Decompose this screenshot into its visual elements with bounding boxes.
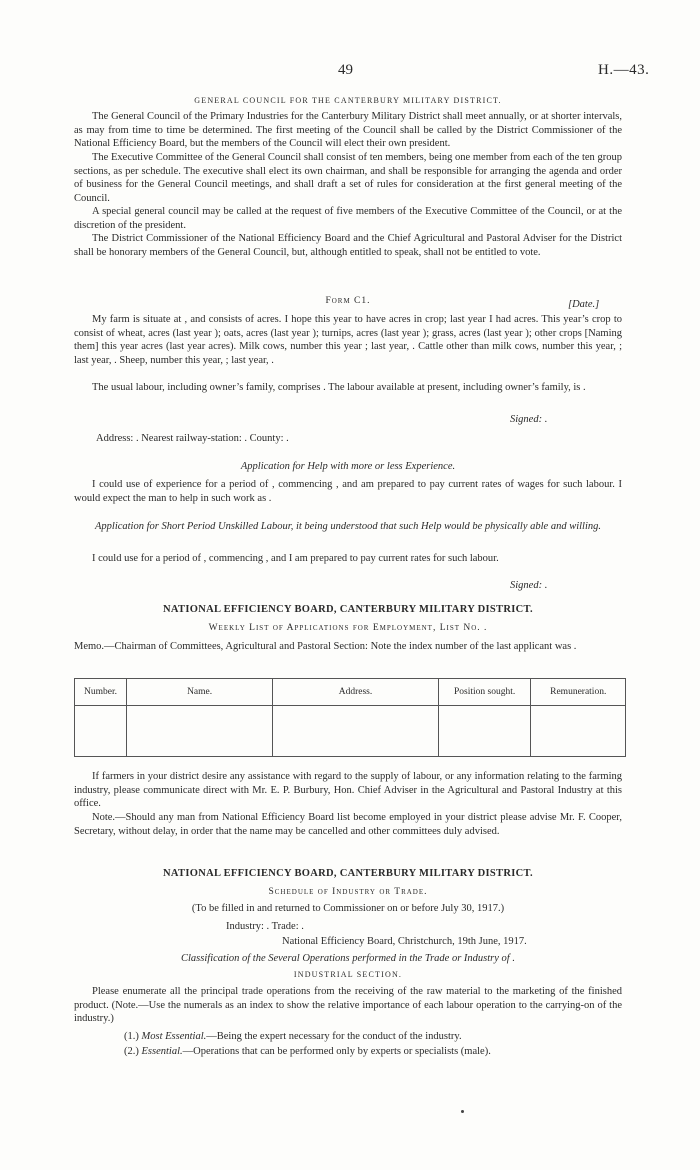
form-c1-title: Form C1.	[325, 296, 371, 306]
industrial-section-heading: INDUSTRIAL SECTION.	[293, 970, 403, 979]
page-number: 49	[338, 62, 353, 78]
table-header-row	[75, 679, 626, 706]
classification-heading: Classification of the Several Operations performed in the Trade or Industry of .	[181, 953, 515, 964]
column-address: Address.	[273, 679, 438, 706]
short-period-heading: Application for Short Period Unskilled Labour, it being understood that such Help would be physically able and willing.	[94, 521, 601, 532]
item-2-term: Essential.	[141, 1046, 183, 1057]
short-period-paragraph: I could use for a period of , commencing , and I am prepared to pay current rates for such labour.	[92, 553, 499, 564]
item-essential	[124, 1045, 644, 1059]
signature-line: Signed: .	[510, 414, 548, 425]
weekly-list-subheading: Weekly List of Applications for Employment, List No. .	[208, 623, 488, 633]
applications-table	[74, 678, 626, 757]
schedule-subheading: Schedule of Industry or Trade.	[268, 887, 428, 897]
place-date-line: National Efficiency Board, Christchurch, 19th June, 1917.	[282, 936, 527, 947]
schedule-instruction: (To be filled in and returned to Commissioner on or before July 30, 1917.)	[191, 903, 505, 914]
table-cell	[126, 706, 272, 757]
labour-paragraph: The usual labour, including owner’s family, comprises . The labour available at present, including owner’s family, is .	[92, 382, 586, 393]
enumerate-paragraph: Please enumerate all the principal trade operations from the receiving of the raw material to the marketing of the finished product. (Note.—Use the numerals as an index to show the relative importance of each labour operation to the carrying-on of the industry.)	[74, 986, 622, 1025]
council-paragraph-1: The General Council of the Primary Industries for the Canterbury Military District shall meet annually, or at shorter intervals, as may from time to time be determined. The first meeting of the Council shall be called by the District Commissioner of the National Efficiency Board, but the members of the Council will elect their own president.	[74, 111, 622, 150]
council-paragraph-2: The Executive Committee of the General Council shall consist of ten members, being one member from each of the ten group sections, as per schedule. The executive shall elect its own chairman, and shall be responsible for arranging the agenda and order of business for the General Council meetings, and shall draft a set of rules for consideration at the first general meeting of the Council.	[74, 152, 622, 204]
table-row	[75, 706, 626, 757]
table-cell	[531, 706, 626, 757]
item-2-text: —Operations that can be performed only by experts or specialists (male).	[182, 1046, 491, 1057]
table-cell	[438, 706, 531, 757]
memo-paragraph: Memo.—Chairman of Committees, Agricultural and Pastoral Section: Note the index number of the last applicant was .	[74, 641, 577, 652]
short-period-signature: Signed: .	[510, 580, 548, 591]
council-paragraph-3: A special general council may be called at the request of five members of the Executive Committee of the Council, or at the discretion of the president.	[74, 206, 622, 231]
help-application-paragraph: I could use of experience for a period of , commencing , and am prepared to pay current rates of wages for such labour. I would expect the man to help in such work as .	[74, 479, 622, 504]
farm-details-paragraph: My farm is situate at , and consists of acres. I hope this year to have acres in crop; last year I had acres. This year’s crop to consist of wheat, acres (last year ); oats, acres (last year ); turnips, acres (last year ); grass, acres (last year ); other crops [Naming them] this year acres (last year acres). Milk cows, number this year ; last year, . Cattle other than milk cows, number this year, ; last year, . Sheep, number this year, ; last year, .	[74, 314, 622, 366]
table-cell	[75, 706, 127, 757]
form-date-placeholder: [Date.]	[568, 299, 600, 310]
column-position-sought: Position sought.	[438, 679, 531, 706]
item-1-term: Most Essential.	[141, 1031, 207, 1042]
column-name: Name.	[126, 679, 272, 706]
schedule-board-heading: NATIONAL EFFICIENCY BOARD, CANTERBURY MILITARY DISTRICT.	[163, 868, 533, 879]
council-paragraph-4: The District Commissioner of the National Efficiency Board and the Chief Agricultural and Pastoral Adviser for the District shall be honorary members of the General Council, but, although entitled to speak, shall not be entitled to vote.	[74, 233, 622, 258]
farmers-assistance-paragraph: If farmers in your district desire any assistance with regard to the supply of labour, or any information relating to the farming industry, please communicate direct with Mr. E. P. Burbury, Hon. Chief Adviser in the Agricultural and Pastoral Industry at this office.	[74, 771, 622, 810]
item-most-essential	[124, 1030, 624, 1044]
item-1-text: —Being the expert necessary for the conduct of the industry.	[206, 1031, 462, 1042]
address-line: Address: . Nearest railway-station: . County: .	[96, 433, 289, 444]
item-2-label: (2.)	[124, 1046, 139, 1057]
industry-trade-line: Industry: . Trade: .	[226, 921, 304, 932]
parliamentary-paper-reference: H.—43.	[598, 62, 650, 78]
column-number: Number.	[75, 679, 127, 706]
printer-mark	[461, 1110, 464, 1113]
weekly-list-board-heading: NATIONAL EFFICIENCY BOARD, CANTERBURY MILITARY DISTRICT.	[163, 604, 533, 615]
help-application-heading: Application for Help with more or less Experience.	[240, 461, 456, 472]
table-cell	[273, 706, 438, 757]
item-1-label: (1.)	[124, 1031, 139, 1042]
column-remuneration: Remuneration.	[531, 679, 626, 706]
note-paragraph: Note.—Should any man from National Efficiency Board list become employed in your district please advise Mr. F. Cooper, Secretary, without delay, in order that the name may be cancelled and other committees duly advised.	[74, 812, 622, 837]
council-heading: GENERAL COUNCIL FOR THE CANTERBURY MILITARY DISTRICT.	[194, 96, 502, 105]
